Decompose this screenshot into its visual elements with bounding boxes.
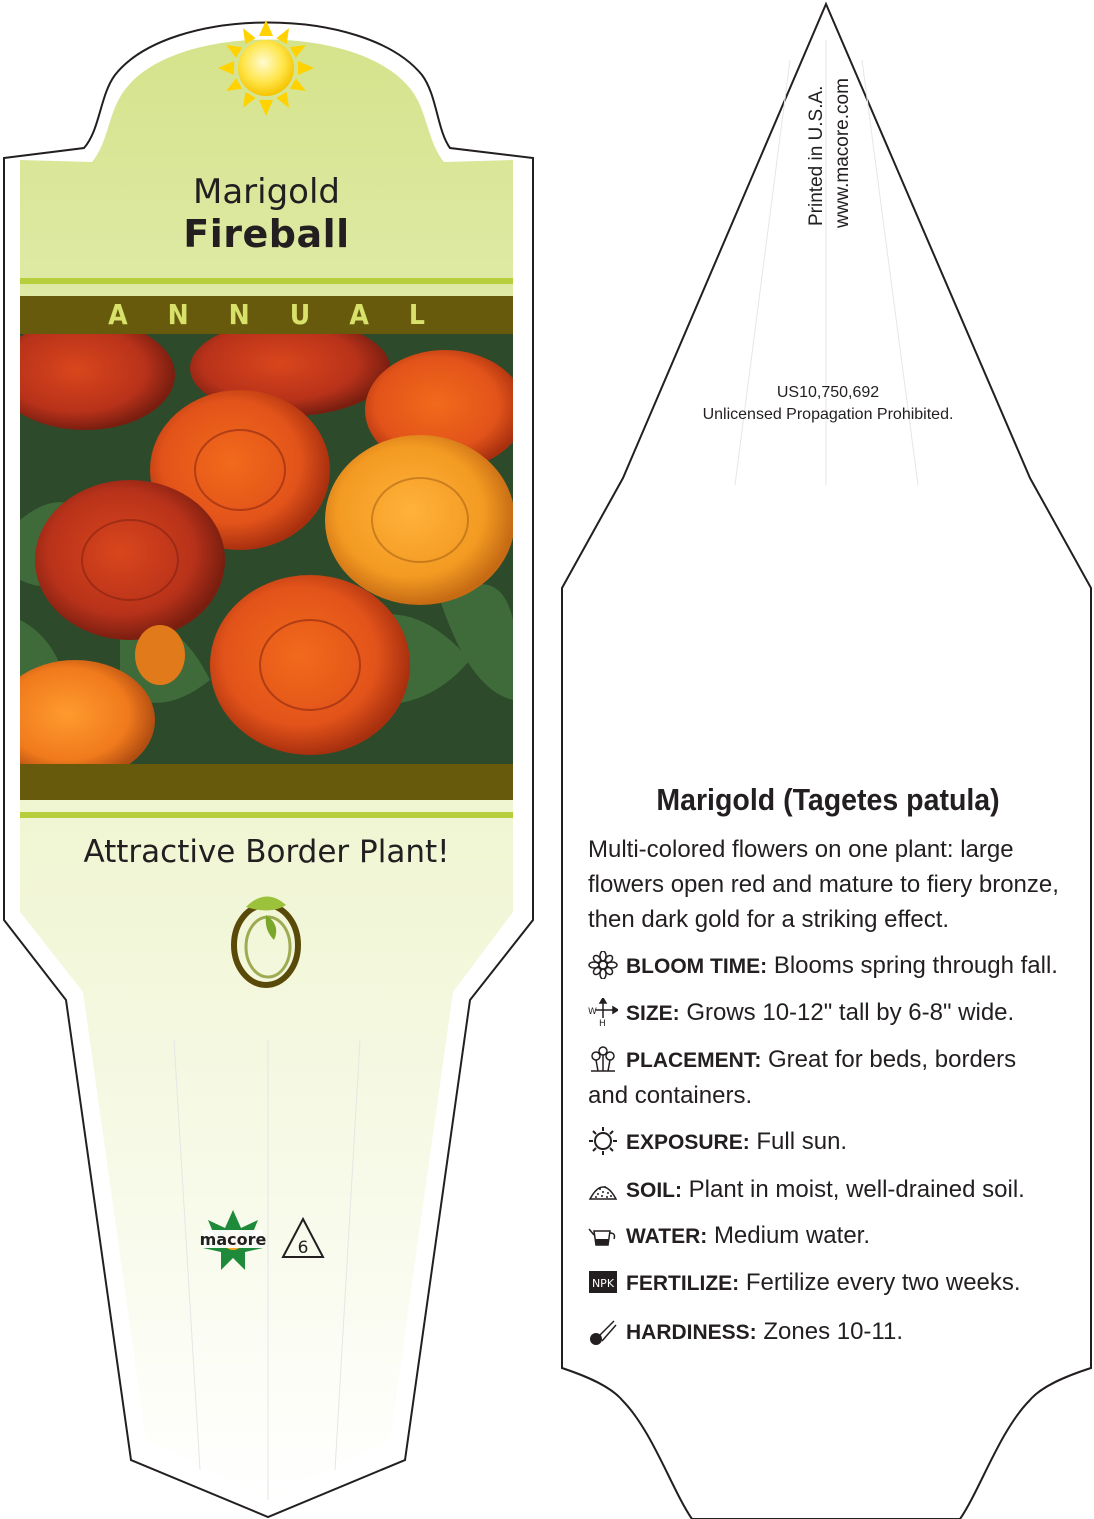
plant-type-title: Marigold [192, 172, 340, 212]
flower-icon [588, 951, 618, 979]
attr-size [588, 995, 1058, 1031]
size-arrows-icon [588, 998, 618, 1026]
category-label: ANNUAL [108, 298, 465, 331]
npk-icon [588, 1268, 618, 1296]
attr-value: Zones 10-11. [763, 1318, 903, 1345]
attr-label: SOIL: [626, 1179, 682, 1202]
svg-text:6: 6 [297, 1238, 309, 1258]
thermometer-icon [588, 1317, 618, 1345]
attr-value: Medium water. [713, 1222, 870, 1249]
attr-value: Full sun. [756, 1128, 848, 1155]
attr-placement [588, 1042, 1058, 1113]
attr-bloom-time [588, 948, 1058, 984]
attr-label: SIZE: [626, 1002, 680, 1025]
attr-fertilize [588, 1265, 1058, 1301]
attr-label: WATER: [626, 1225, 708, 1248]
attr-value: Grows 10-12" tall by 6-8" wide. [686, 999, 1015, 1026]
attr-label: PLACEMENT: [626, 1049, 762, 1072]
propagation-notice: Unlicensed Propagation Prohibited. [702, 406, 954, 423]
placement-plants-icon [588, 1045, 618, 1073]
attr-label: FERTILIZE: [626, 1272, 740, 1295]
website-text: www.macore.com [832, 78, 853, 228]
photo-bottom-band [20, 764, 513, 800]
watering-can-icon [588, 1221, 618, 1249]
svg-text:macore: macore [199, 1230, 267, 1249]
svg-text:NPK: NPK [591, 1277, 615, 1290]
attr-exposure [588, 1124, 1058, 1160]
variety-title: Fireball [183, 212, 350, 256]
stripe-bottom [20, 812, 513, 818]
plant-description: Multi-colored flowers on one plant: large flowers open red and mature to fiery bronze, then dark gold for a striking effect. [588, 836, 1059, 933]
attr-label: BLOOM TIME: [626, 955, 768, 978]
attr-value: Fertilize every two weeks. [745, 1269, 1021, 1296]
botanical-heading: Marigold (Tagetes patula) [656, 782, 1000, 817]
tagline: Attractive Border Plant! [83, 834, 450, 870]
marigold-photo [0, 320, 525, 780]
patent-number: US10,750,692 [776, 384, 880, 401]
attr-hardiness [588, 1314, 1058, 1350]
svg-text:H: H [599, 1019, 606, 1026]
attr-value: Great for beds, borders and containers. [588, 1046, 1017, 1109]
soil-mound-icon [588, 1175, 618, 1203]
attr-value: Blooms spring through fall. [773, 952, 1058, 979]
attr-water [588, 1218, 1058, 1254]
sun-outline-icon [588, 1127, 618, 1155]
attr-soil [588, 1172, 1058, 1208]
attr-label: EXPOSURE: [626, 1131, 750, 1154]
stripe-top [20, 278, 513, 284]
printed-in-text: Printed in U.S.A. [806, 85, 827, 226]
attr-value: Plant in moist, well-drained soil. [688, 1176, 1025, 1203]
svg-text:W: W [588, 1007, 597, 1017]
attr-label: HARDINESS: [626, 1321, 757, 1344]
